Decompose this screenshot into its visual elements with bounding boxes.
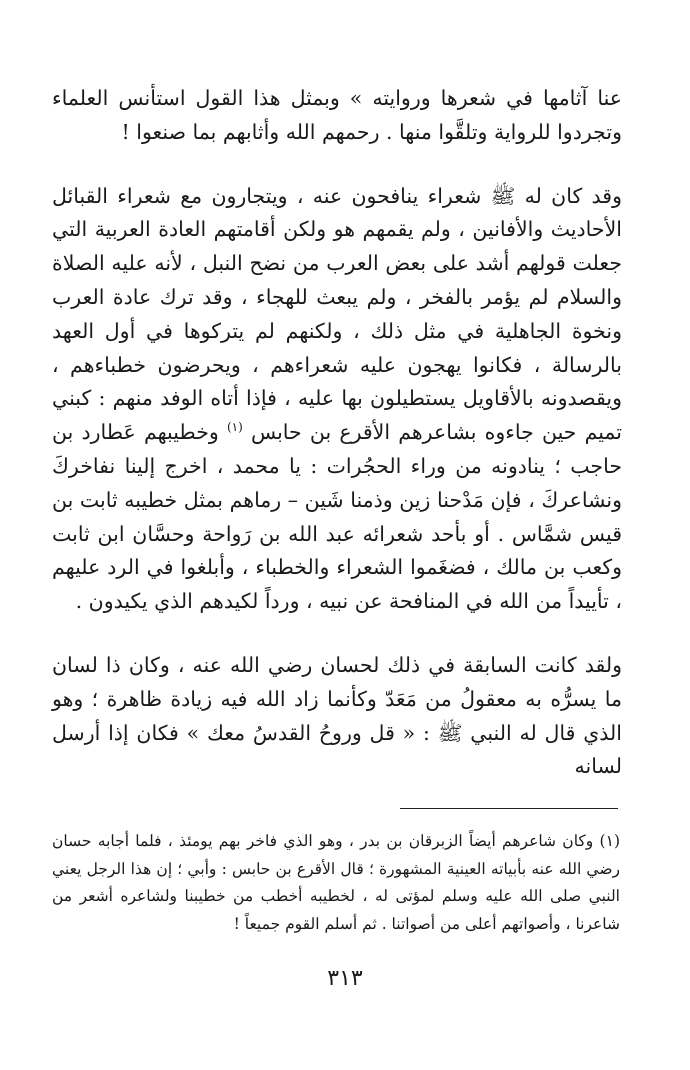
paragraph-1: عنا آثامها في شعرها وروايته » وبمثل هذا القول استأنس العلماء وتجردوا للرواية وتلقَّوا منها . رحمهم الله وأثابهم بما صنعوا ! <box>52 86 622 144</box>
paragraph-2 <box>52 180 622 619</box>
footnote-divider <box>400 808 618 809</box>
paragraph-2-text: وقد كان له ﷺ شعراء ينافحون عنه ، ويتجارون مع شعراء القبائل الأحاديث والأفانين ، ولم يقمهم هو ولكن أقامتهم العادة العربية التي جعلت قولهم أشد على بعض العرب من نضح النبل ، لأنه عليه الصلاة والسلام لم يؤمر بالفخر ، ولم يبعث للهجاء ، وقد ترك عادة العرب ونخوة الجاهلية في مثل ذلك ، ولكنهم لم يتركوها في أول العهد بالرسالة ، فكانوا يهجون عليه شعراءهم ، ويحرضون خطباءهم ، ويقصدونه بالأقاويل يستطيلون بها عليه ، فإذا أتاه الوفد منهم : كبني تميم حين جاءوه بشاعرهم الأقرع بن حابس <box>52 183 622 445</box>
page-number: ٣١٣ <box>327 966 363 991</box>
paragraph-2-continued: وخطيبهم عَطارد بن حاجب ؛ ينادونه من وراء الحجُرات : يا محمد ، اخرج إلينا نفاخركَ ونشاعركَ ، فإن مَدْحنا زين وذمنا شَين – رماهم بمثل خطيبه ثابت بن قيس شمَّاس . أو بأحد شعرائه عبد الله بن رَواحة وحسَّان ابن ثابت وكعب بن مالك ، فضغَموا الشعراء والخطباء ، وأبلغوا في الرد عليهم ، تأييداً من الله في المنافحة عن نبيه ، ورداً لكيدهم الذي يكيدون . <box>52 420 622 614</box>
footnote: (١) وكان شاعرهم أيضاً الزبرقان بن بدر ، وهو الذي فاخر بهم يومئذ ، فلما أجابه حسان رضي الله عنه بأبياته العينية المشهورة ؛ قال الأقرع بن حابس : وأبي ؛ إن هذا الرجل يعني النبي صلى الله عليه وسلم لمؤتى له ، لخطيبه أخطب من خطيبنا ولشاعره أشعر من شاعرنا ، وأصواتهم أعلى من أصواتنا . ثم أسلم القوم جميعاً ! <box>52 832 620 933</box>
paragraph-3: ولقد كانت السابقة في ذلك لحسان رضي الله عنه ، وكان ذا لسان ما يسرُّه به معقولُ من مَعَدّ وكأنما زاد الله فيه زيادة ظاهرة ؛ وهو الذي قال له النبي ﷺ : « قل وروحُ القدسُ معك » فكان إذا أرسل لسانه <box>52 652 622 779</box>
main-text <box>52 82 622 784</box>
footnote-marker: (١) <box>226 420 243 435</box>
